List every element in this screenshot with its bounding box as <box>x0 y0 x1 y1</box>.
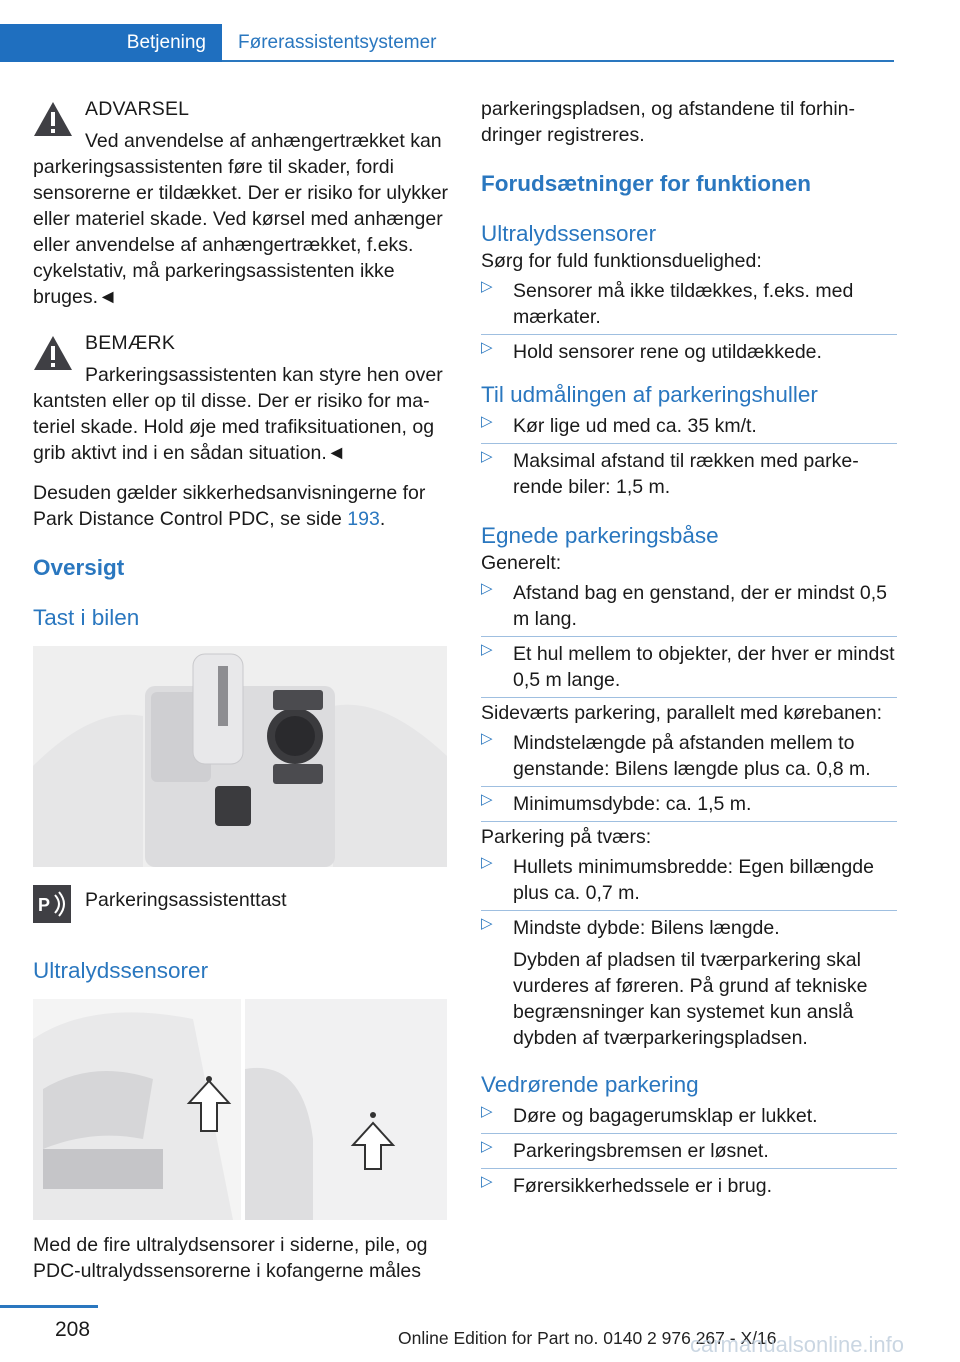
bullet-icon: ▷ <box>481 1138 493 1155</box>
bullet-icon: ▷ <box>481 580 493 597</box>
list-item: ▷ Parkeringsbremsen er løsnet. <box>481 1134 897 1169</box>
list-item: ▷ Afstand bag en genstand, der er mindst 0,5 m lang. <box>481 576 897 637</box>
svg-text:P: P <box>38 895 51 915</box>
sensor-description-paragraph: Med de fire ultralydsensorer i siderne, pile, og PDC-ultralydssensorerne i kofangerne måles <box>33 1234 428 1282</box>
list-item: ▷ Døre og bagagerumsklap er lukket. <box>481 1099 897 1134</box>
general-label: Generelt: <box>481 552 562 574</box>
warning-block <box>33 96 449 310</box>
header-section-tab: Betjening <box>0 24 222 62</box>
sensors-intro: Sørg for fuld funktionsduelighed: <box>481 250 762 272</box>
bullet-icon: ▷ <box>481 413 493 430</box>
right-column <box>481 96 897 1199</box>
center-console-image <box>33 646 447 867</box>
list-item: ▷ Maksimal afstand til rækken med parkerende biler: 1,5 m. <box>481 444 897 500</box>
list-item: ▷ Minimumsdybde: ca. 1,5 m. <box>481 787 897 822</box>
sensors-list <box>481 274 897 365</box>
sideways-label: Sideværts parkering, parallelt med kørebanen: <box>481 702 883 724</box>
bullet-icon: ▷ <box>481 854 493 871</box>
general-list <box>481 576 897 698</box>
continued-paragraph: parkeringspladsen, og afstandene til forhindringer registreres. <box>481 98 855 146</box>
sideways-list <box>481 726 897 822</box>
list-item: ▷ Et hul mellem to objekter, der hver er mindst 0,5 m lange. <box>481 637 897 698</box>
list-item: ▷ Sensorer må ikke tildækkes, f.eks. med mærkater. <box>481 274 897 335</box>
header-rule <box>222 60 894 62</box>
notice-title: BEMÆRK <box>85 332 176 354</box>
bullet-icon: ▷ <box>481 791 493 808</box>
park-assist-icon <box>33 885 71 923</box>
list-item: ▷ Hold sensorer rene og utildækkede. <box>481 335 897 365</box>
watermark: carmanualsonline.info <box>690 1332 905 1357</box>
list-item: ▷ Førersikkerhedssele er i brug. <box>481 1169 897 1199</box>
sensor-location-image <box>33 999 447 1220</box>
heading-parking: Vedrørende parkering <box>481 1072 699 1097</box>
bullet-icon: ▷ <box>481 1103 493 1120</box>
bullet-icon: ▷ <box>481 278 493 295</box>
bullet-icon: ▷ <box>481 1173 493 1190</box>
bullet-icon: ▷ <box>481 339 493 356</box>
heading-sensors-right: Ultralydssensorer <box>481 221 657 246</box>
heading-suitable-spaces: Egnede parkeringsbåse <box>481 523 719 548</box>
list-item: ▷ Hullets minimumsbredde: Egen billængde plus ca. 0,7 m. <box>481 850 897 911</box>
warning-triangle-icon <box>33 101 73 137</box>
notice-text: Parkeringsassistenten kan styre hen over kantsten eller op til disse. Der er risiko for materiel skade. Hold øje med trafiksituationen, og grib aktivt ind i en sådan situation.◄ <box>33 364 443 464</box>
header-chapter-tab: Førerassistentsystemer <box>238 32 437 53</box>
bullet-icon: ▷ <box>481 641 493 658</box>
left-column <box>33 96 449 1284</box>
heading-prerequisites: Forudsætninger for funktionen <box>481 171 811 196</box>
heading-measurement: Til udmålingen af parkeringshuller <box>481 382 818 407</box>
heading-sensors: Ultralydssensorer <box>33 958 209 983</box>
parking-list <box>481 1099 897 1199</box>
heading-button: Tast i bilen <box>33 605 140 630</box>
warning-text: Ved anvendelse af anhængertrækket kan parkeringsassistenten føre til skader, fordi sensorerne er tildækket. Der er risiko for ulykker eller materiel skade. Ved kørsel med anhænger eller anvendelse af anhængertrækket, f.eks. cykelstativ, må parkeringsassistenten ikke bruges.◄ <box>33 130 449 308</box>
list-item: ▷ Mindstelængde på afstanden mellem to genstande: Bilens længde plus ca. 0,8 m. <box>481 726 897 787</box>
perpendicular-list <box>481 850 897 1051</box>
legend-row <box>33 885 449 923</box>
perpendicular-note: Dybden af pladsen til tværparkering skal vurderes af føreren. På grund af tekniske begrænsninger kan systemet kun anslå dybden af tværparkeringspladsen. <box>513 949 868 1049</box>
legend-label: Parkeringsassistenttast <box>85 889 287 911</box>
warning-title: ADVARSEL <box>85 98 190 120</box>
notice-block <box>33 330 449 466</box>
measurement-list <box>481 409 897 500</box>
page-link[interactable]: 193 <box>347 508 380 530</box>
footer-rule <box>0 1305 98 1308</box>
heading-overview: Oversigt <box>33 555 125 580</box>
bullet-icon: ▷ <box>481 915 493 932</box>
page-number: 208 <box>55 1318 91 1341</box>
perpendicular-label: Parkering på tværs: <box>481 826 652 848</box>
bullet-icon: ▷ <box>481 730 493 747</box>
edition-text: Online Edition for Part no. 0140 2 976 267 - X/16 <box>398 1328 777 1348</box>
list-item: ▷ Kør lige ud med ca. 35 km/t. <box>481 409 897 444</box>
warning-triangle-icon <box>33 335 73 371</box>
list-item: ▷ Mindste dybde: Bilens længde. Dybden af pladsen til tværparkering skal vurderes af føreren. På grund af tekniske begrænsninger kan systemet kun anslå dybden af tværparkeringspladsen. <box>481 911 897 1051</box>
bullet-icon: ▷ <box>481 448 493 465</box>
pdc-reference-paragraph: Desuden gælder sikkerhedsanvisningerne for Park Distance Control PDC, se side 193. <box>33 482 426 530</box>
